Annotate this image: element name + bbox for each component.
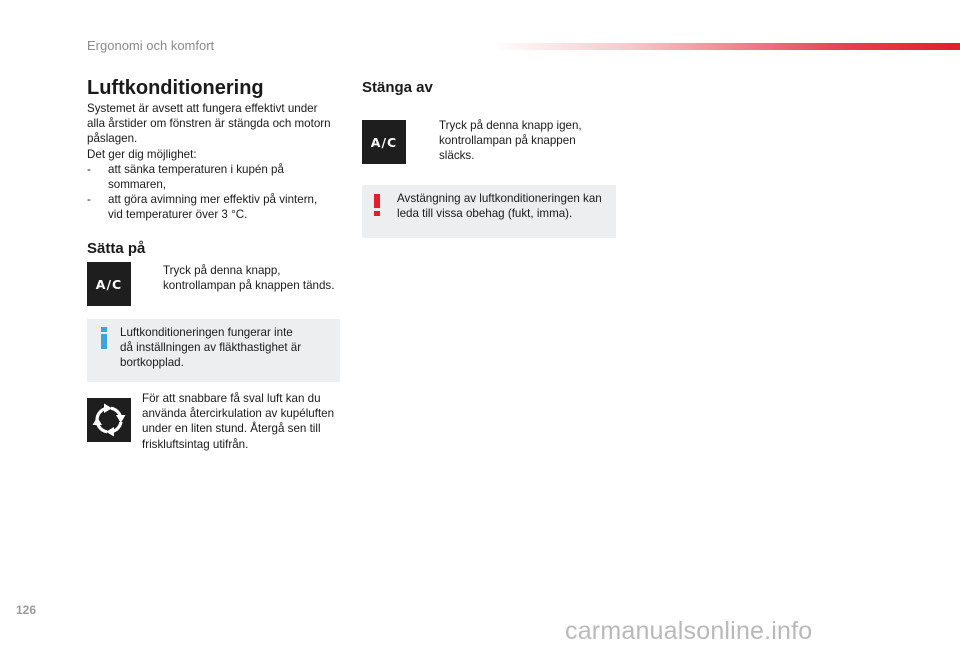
turn-on-instruction [142, 263, 342, 295]
list-line: att göra avimning mer effektiv på vintern, [108, 193, 318, 207]
turn-on-heading: Sätta på [87, 240, 146, 257]
recirc-line: under en liten stund. Återgå sen till [142, 422, 321, 436]
instruction-line: släcks. [439, 149, 475, 163]
note-line: leda till vissa obehag (fukt, imma). [397, 207, 573, 221]
page-number: 126 [16, 603, 37, 617]
list-line: sommaren, [108, 178, 166, 192]
page-title: Luftkonditionering [87, 77, 264, 99]
recirculation-icon [87, 398, 131, 442]
ac-button-off [362, 120, 406, 164]
intro-line: Det ger dig möjlighet: [87, 147, 197, 161]
ac-button-on [87, 262, 131, 306]
note-line: då inställningen av fläkthastighet är [120, 341, 302, 355]
note-line: Avstängning av luftkonditioneringen kan [397, 192, 602, 205]
instruction-line: kontrollampan på knappen [439, 134, 576, 148]
ac-button-label: A/C [370, 134, 398, 150]
recirculation-text [142, 391, 347, 452]
turn-off-instruction [418, 118, 618, 166]
warning-icon [374, 194, 380, 216]
ac-button-label: A/C [95, 276, 123, 292]
intro-line: påslagen. [87, 132, 138, 146]
instruction-line: Tryck på denna knapp, [163, 264, 281, 277]
list-dash: - [87, 193, 91, 207]
benefit-list [87, 162, 347, 223]
intro-line: alla årstider om fönstren är stängda och motorn [87, 117, 331, 131]
instruction-line: Tryck på denna knapp igen, [439, 119, 582, 132]
instruction-line: kontrollampan på knappen tänds. [163, 279, 335, 293]
turn-off-heading: Stänga av [362, 79, 433, 96]
list-line: att sänka temperaturen i kupén på [108, 162, 284, 176]
recirc-line: friskluftsintag utifrån. [142, 437, 249, 451]
intro-text [87, 101, 347, 223]
recirc-line: använda återcirkulation av kupéluften [142, 407, 335, 421]
header-accent-bar [490, 43, 960, 50]
recirculation-button [87, 398, 131, 442]
section-title: Ergonomi och komfort [87, 38, 215, 53]
note-line: bortkopplad. [120, 356, 184, 370]
list-item [87, 162, 347, 192]
intro-line: Systemet är avsett att fungera effektivt under [87, 102, 318, 115]
info-note [87, 319, 340, 382]
note-line: Luftkonditioneringen fungerar inte [120, 326, 293, 339]
recirc-line: För att snabbare få sval luft kan du [142, 392, 321, 405]
watermark: carmanualsonline.info [565, 617, 813, 645]
list-line: vid temperaturer över 3 °C. [108, 208, 248, 222]
warning-note [362, 185, 616, 238]
info-icon [101, 327, 107, 349]
list-dash: - [87, 162, 91, 176]
list-item [87, 192, 347, 222]
